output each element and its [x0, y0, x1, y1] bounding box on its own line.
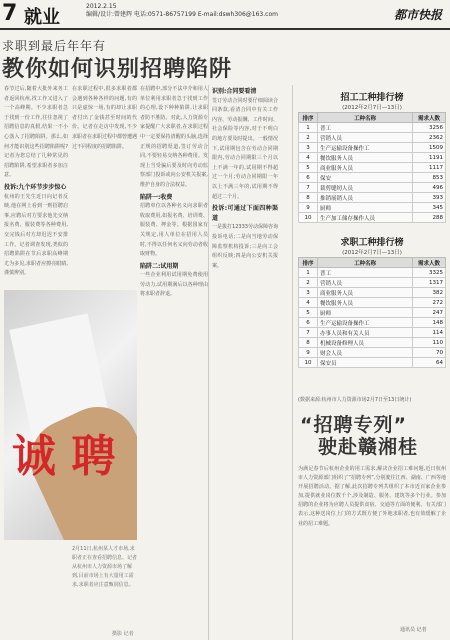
sidebar-signature: 通讯员 记者 [400, 627, 427, 633]
count-cell: 1191 [413, 153, 446, 163]
rank-cell: 9 [299, 348, 318, 358]
table-row [299, 123, 446, 133]
count-cell: 247 [413, 308, 446, 318]
table1-title: 招工工种排行榜 [340, 93, 404, 103]
count-cell: 148 [413, 318, 446, 328]
count-cell: 3256 [413, 123, 446, 133]
table-row [299, 163, 446, 173]
article-paragraph: 在招聘中,部分不法中介和用人单位利用求职者急于找到工作的心理,设下种种陷阱,让求职者防不胜防。对此,人力资源专家提醒广大求职者,在求职过程中一定要保持清醒的头脑,选择正规的招聘渠道,签订劳动合同,不要轻易交纳各种费用。发现上当受骗后要及时向劳动监察部门投诉或向公安机关报案,维护自身的合法权益。 [140, 86, 208, 188]
article-kicker: 求职到最后年年有 [2, 39, 107, 53]
job-name-cell: 推销展销人员 [318, 193, 413, 203]
section-title: 就业 [24, 7, 60, 28]
article-subhead: 陷阱二:试用期 [140, 262, 179, 270]
photographer-credit: 摄影 记者 [112, 631, 134, 637]
count-cell: 1117 [413, 163, 446, 173]
rank-cell: 9 [299, 203, 318, 213]
article-paragraph: 在求职过程中,很多求职者都会遇到各种各样的问题,有的只是虚惊一场,有的却让求职者付出了金钱甚至时间的代价。记者在走访中发现,不少求职者在求职过程中都曾遭遇过不同程度的招聘陷阱。 [72, 86, 137, 150]
count-cell: 853 [413, 173, 446, 183]
count-cell: 496 [413, 183, 446, 193]
table-header: 工种名称 [318, 258, 413, 268]
rank-cell: 8 [299, 193, 318, 203]
job-name-cell: 厨师 [318, 203, 413, 213]
article-paragraph: 招聘单位以各种名义向求职者收取费用,如报名费、培训费、服装费、押金等。根据国家有关规定,用人单位在招用人员时,不得以任何名义向劳动者收取财物。 [140, 203, 208, 258]
table-row [299, 268, 446, 278]
table-row [299, 338, 446, 348]
count-cell: 70 [413, 348, 446, 358]
table-row [299, 193, 446, 203]
table-row [299, 328, 446, 338]
article-paragraph: 杭州的王先生近日向记者反映,他在网上看到一则招聘启事,应聘后对方要求他先交纳报名费、服装费等各种费用,交完钱后对方却迟迟不安排工作。记者调查发现,类似的招聘陷阱在节后求职高峰期尤为多见,求职者应擦亮眼睛,谨慎辨别。 [4, 193, 68, 277]
job-name-cell: 生产运输设备操作工 [318, 318, 413, 328]
job-name-cell: 营销人员 [318, 278, 413, 288]
job-name-cell: 商业服务人员 [318, 288, 413, 298]
recruitment-ranking-table [298, 112, 446, 223]
table-source-note: (数据来源:杭州市人力资源市场2月7日至13日统计) [298, 397, 412, 403]
table-header: 排序 [299, 113, 318, 123]
table-header: 排序 [299, 258, 318, 268]
rank-cell: 6 [299, 318, 318, 328]
count-cell: 64 [413, 358, 446, 368]
rank-cell: 7 [299, 328, 318, 338]
count-cell: 382 [413, 288, 446, 298]
job-name-cell: 餐饮服务人员 [318, 153, 413, 163]
article-paragraph: 一是拨打12333劳动保障咨询投诉电话;二是向当地劳动保障监察机构投诉;三是向工会组织反映;四是向公安机关报案。 [212, 224, 278, 269]
job-name-cell: 普工 [318, 123, 413, 133]
rank-cell: 1 [299, 123, 318, 133]
rank-cell: 1 [299, 268, 318, 278]
count-cell: 345 [413, 203, 446, 213]
issue-date: 2012.2.15 [86, 3, 117, 10]
sidebar-headline-1: “招聘专列” [300, 414, 407, 436]
table-row [299, 153, 446, 163]
jobseeker-ranking-table [298, 257, 446, 368]
count-cell: 1509 [413, 143, 446, 153]
masthead-meta [86, 3, 278, 19]
table1-date: (2012年2月7日—13日) [342, 105, 402, 111]
rank-cell: 4 [299, 298, 318, 308]
header-rule [0, 28, 450, 30]
job-name-cell: 餐饮服务人员 [318, 298, 413, 308]
article-paragraph: 一些企业利用试用期免费使用劳动力,试用期满后以各种理由将求职者辞退。 [140, 272, 208, 298]
job-name-cell: 普工 [318, 268, 413, 278]
newspaper-brand: 都市快报 [393, 8, 442, 22]
article-column-3 [140, 85, 208, 640]
job-name-cell: 生产运输设备操作工 [318, 143, 413, 153]
news-photo [4, 290, 137, 540]
count-cell: 1317 [413, 278, 446, 288]
rank-cell: 5 [299, 163, 318, 173]
rank-cell: 3 [299, 288, 318, 298]
job-name-cell: 机械设备修理人员 [318, 338, 413, 348]
count-cell: 3325 [413, 268, 446, 278]
table2-title: 求职工种排行榜 [340, 238, 404, 248]
table-row [299, 308, 446, 318]
table-row [299, 358, 446, 368]
table-row [299, 278, 446, 288]
table-row [299, 213, 446, 223]
article-column-4 [212, 85, 278, 640]
rank-cell: 7 [299, 183, 318, 193]
count-cell: 272 [413, 298, 446, 308]
rank-cell: 10 [299, 213, 318, 223]
table-row [299, 288, 446, 298]
table-row [299, 298, 446, 308]
rank-cell: 4 [299, 153, 318, 163]
article-subhead: 投诉:可通过下面四种渠道 [212, 205, 278, 222]
job-name-cell: 办事人员和有关人员 [318, 328, 413, 338]
count-cell: 110 [413, 338, 446, 348]
table-row [299, 143, 446, 153]
table-row [299, 203, 446, 213]
table-row [299, 318, 446, 328]
job-name-cell: 保安员 [318, 358, 413, 368]
count-cell: 114 [413, 328, 446, 338]
rank-cell: 6 [299, 173, 318, 183]
column-divider [208, 85, 209, 640]
job-name-cell: 营销人员 [318, 133, 413, 143]
table-row [299, 348, 446, 358]
sidebar-headline-2: 驶赴赣湘桂 [318, 436, 419, 458]
job-name-cell: 裁剪缝纫人员 [318, 183, 413, 193]
editor-line: 编辑/设计:曾建辉 电话:0571-86757199 E-mail:dswh306@163.com [86, 11, 278, 18]
photo-caption: 2月11日,杭州某人才市场,求职者正在查看招聘信息。记者从杭州市人力资源市场了解到,目前市场上有大量用工需求,求职者应注意甄别信息。 [72, 546, 138, 588]
table2-date: (2012年2月7日—13日) [342, 250, 402, 256]
article-column-2 [72, 85, 137, 285]
job-name-cell: 财会人员 [318, 348, 413, 358]
rank-cell: 8 [299, 338, 318, 348]
rank-cell: 5 [299, 308, 318, 318]
sidebar-body: 为满足春节后杭州企业的用工需求,解决企业招工难问题,近日杭州市人力资源部门组织了“招聘专列”,分别驶往江西、湖南、广西等地开展招聘活动。据了解,此次招聘专列共组织了本市近百家企业参加,提供就业岗位数千个,涉及制造、服务、建筑等多个行业。参加招聘的企业将为应聘人员提供食宿、交通等方面的便利。有关部门表示,这种送岗位上门的方式既方便了外地求职者,也有效缓解了企业的招工难题。 [298, 466, 446, 527]
table-row [299, 133, 446, 143]
article-subhead: 投诉:九个环节步步惊心 [4, 183, 67, 191]
article-subhead: 识别:合同要看清 [212, 88, 257, 95]
page-number: 7 [2, 1, 18, 26]
article-paragraph: 签订劳动合同时要仔细阅读合同条款,看清合同中有关工作内容、劳动报酬、工作时间、社会保险等内容,对于不明白的地方要及时提出。一般情况下,试用期包含在劳动合同期限内,劳动合同期限三个月以上不满一年的,试用期不得超过一个月;劳动合同期限一年以上不满三年的,试用期不得超过二个月。 [212, 97, 278, 200]
job-name-cell: 商业服务人员 [318, 163, 413, 173]
job-name-cell: 生产加工储存操作人员 [318, 213, 413, 223]
table-row [299, 183, 446, 193]
table-header: 需求人数 [413, 113, 446, 123]
photo-recruit-sign: 诚 聘 [12, 431, 116, 482]
count-cell: 393 [413, 193, 446, 203]
table-header: 需求人数 [413, 258, 446, 268]
rank-cell: 3 [299, 143, 318, 153]
job-name-cell: 厨师 [318, 308, 413, 318]
table-header: 工种名称 [318, 113, 413, 123]
article-headline: 教你如何识别招聘陷阱 [2, 57, 233, 82]
article-subhead: 陷阱一:收费 [140, 193, 173, 201]
count-cell: 2362 [413, 133, 446, 143]
column-divider [292, 85, 293, 640]
masthead [0, 0, 450, 30]
article-paragraph: 春节过后,随着大批外来务工者返回杭州,找工作又进入了一个高峰期。不少求职者急于找到一份工作,往往忽视了招聘信息的真假,结果一不小心落入了招聘陷阱。那么,如何才能识别这些招聘陷阱呢?记者为您总结了几种常见的招聘陷阱,希望求职者多加注意。 [4, 86, 68, 179]
job-name-cell: 保安 [318, 173, 413, 183]
rank-cell: 2 [299, 133, 318, 143]
count-cell: 288 [413, 213, 446, 223]
rank-cell: 10 [299, 358, 318, 368]
table-row [299, 173, 446, 183]
rank-cell: 2 [299, 278, 318, 288]
